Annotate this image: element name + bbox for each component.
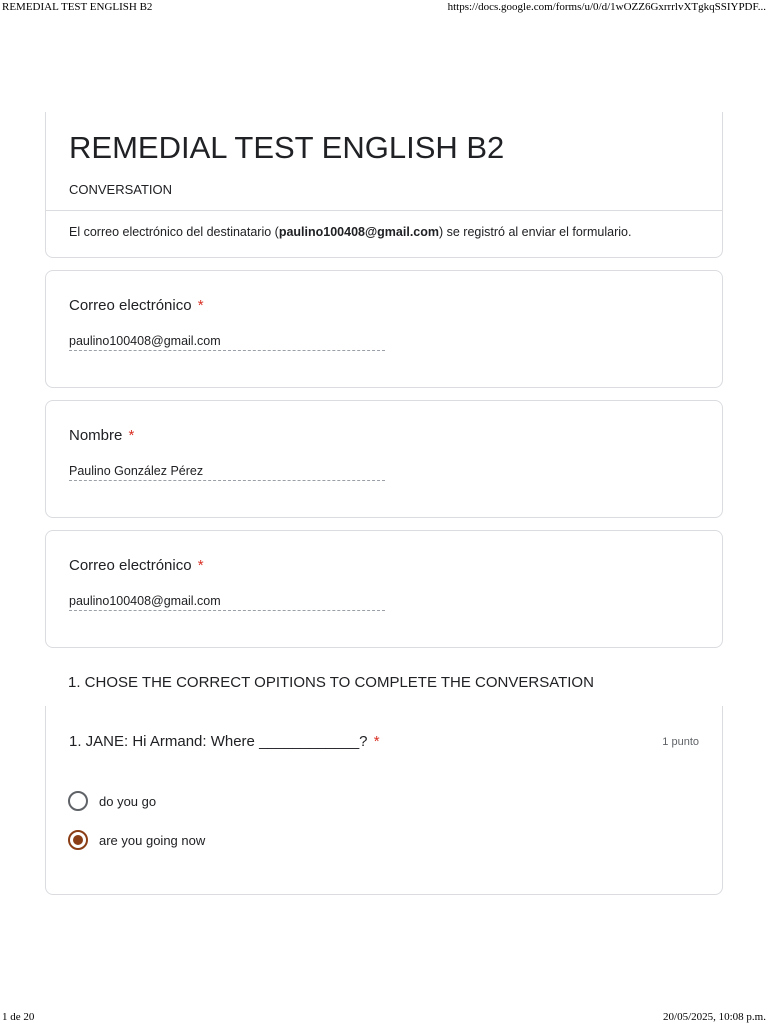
field-label-text: Correo electrónico xyxy=(69,297,192,314)
radio-unchecked-icon[interactable] xyxy=(68,791,88,811)
option-label: do you go xyxy=(99,793,157,809)
email-note-suffix: ) se registró al enviar el formulario. xyxy=(439,225,632,239)
required-asterisk: * xyxy=(128,427,135,444)
field-card-email-2 xyxy=(45,530,723,648)
field-label-email-2 xyxy=(69,557,204,574)
email-field[interactable]: paulino100408@gmail.com xyxy=(69,334,385,351)
field-label-text: Correo electrónico xyxy=(69,557,192,574)
radio-option-are-you-going-now[interactable] xyxy=(68,830,205,850)
header-divider xyxy=(46,210,722,211)
required-asterisk: * xyxy=(197,557,204,574)
required-asterisk: * xyxy=(197,297,204,314)
field-card-name xyxy=(45,400,723,518)
print-footer-datetime: 20/05/2025, 10:08 p.m. xyxy=(663,1011,766,1023)
email-recorded-note xyxy=(69,225,631,239)
question-label: 1. JANE: Hi Armand: Where ____________? xyxy=(69,733,368,750)
required-asterisk: * xyxy=(373,733,380,750)
field-label-text: Nombre xyxy=(69,427,123,444)
question-text xyxy=(69,733,380,750)
name-field[interactable]: Paulino González Pérez xyxy=(69,464,385,481)
print-footer xyxy=(0,1011,768,1023)
field-label-email xyxy=(69,297,204,314)
form-description: CONVERSATION xyxy=(69,182,173,197)
field-label-name xyxy=(69,427,134,444)
print-footer-page: 1 de 20 xyxy=(2,1011,35,1023)
question-points: 1 punto xyxy=(662,736,699,748)
email-note-prefix: El correo electrónico del destinatario ( xyxy=(69,225,279,239)
email-note-address: paulino100408@gmail.com xyxy=(278,225,439,239)
option-label: are you going now xyxy=(99,832,206,848)
form-header-card xyxy=(45,112,723,258)
field-card-email xyxy=(45,270,723,388)
radio-checked-icon[interactable] xyxy=(68,830,88,850)
section-title: 1. CHOSE THE CORRECT OPITIONS TO COMPLETE THE CONVERSATION xyxy=(68,674,594,691)
print-header-url: https://docs.google.com/forms/u/0/d/1wOZZ6GxrrrlvXTgkqSSIYPDF... xyxy=(447,1,766,13)
question-card xyxy=(45,706,723,895)
radio-option-do-you-go[interactable] xyxy=(68,791,156,811)
email-field-2[interactable]: paulino100408@gmail.com xyxy=(69,594,385,611)
form-title: REMEDIAL TEST ENGLISH B2 xyxy=(69,130,505,165)
print-header xyxy=(0,1,768,13)
print-header-title: REMEDIAL TEST ENGLISH B2 xyxy=(2,1,153,13)
